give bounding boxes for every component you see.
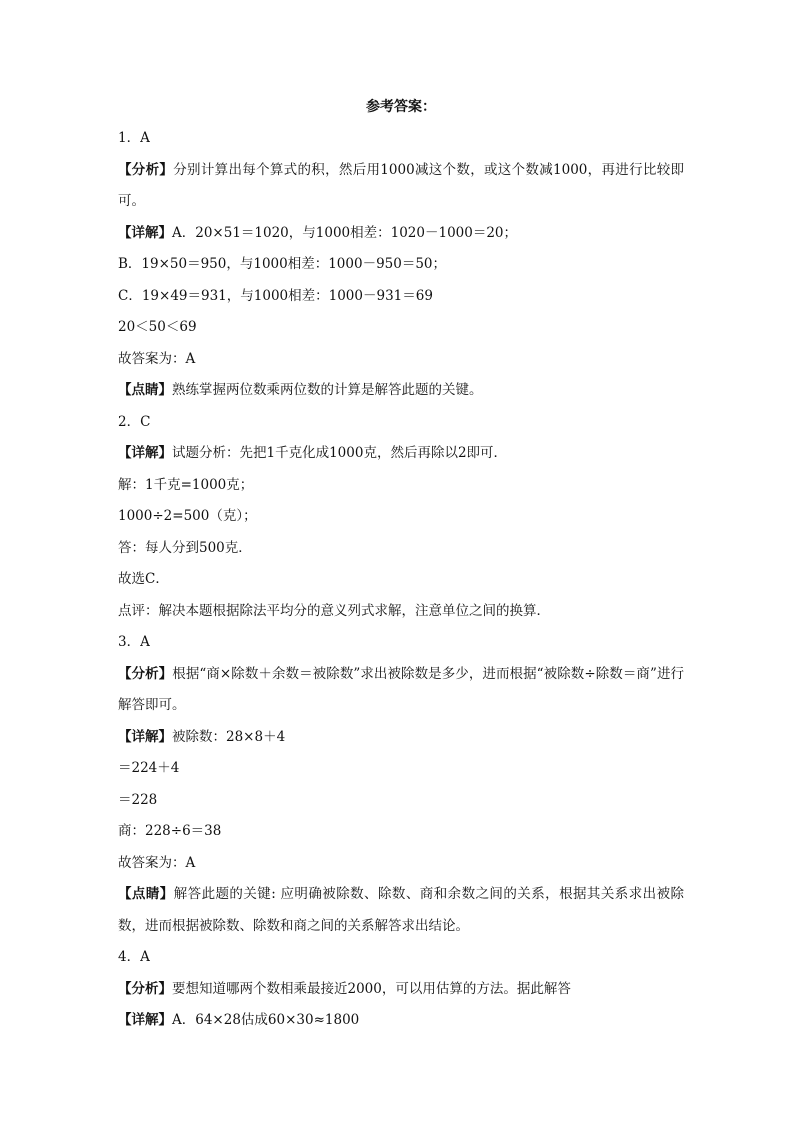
answer-2-answer: 答：每人分到500克． [118, 539, 252, 556]
detail-text: A．20×51＝1020，与1000相差：1020－1000＝20； [172, 224, 518, 241]
answer-2-comment: 点评：解决本题根据除法平均分的意义列式求解，注意单位之间的换算． [118, 602, 550, 619]
answer-3-heading: 3．A [118, 634, 150, 650]
answer-3-analysis [118, 659, 684, 722]
detail-text: 被除数：28×8＋4 [172, 728, 286, 745]
answer-2-solution: 解：1千克=1000克； [118, 476, 254, 493]
answer-4-analysis [118, 974, 684, 1006]
answer-3-quotient: 商：228÷6＝38 [118, 823, 222, 839]
analysis-tag: 【分析】 [118, 980, 172, 997]
answer-3-result: 故答案为：A [118, 854, 196, 871]
answer-1-analysis [118, 155, 684, 218]
answer-1-heading: 1．A [118, 130, 150, 146]
detail-tag: 【详解】 [118, 445, 172, 461]
answer-2-heading: 2．C [118, 413, 151, 430]
answer-2-detail [118, 438, 684, 470]
page-title: 参考答案： [366, 99, 436, 115]
answer-1-comparison: 20＜50＜69 [118, 319, 197, 335]
detail-tag: 【详解】 [118, 1012, 172, 1028]
answer-3-step-2: ＝228 [118, 791, 158, 808]
answer-3-key-point [118, 879, 684, 942]
answer-2-calculation: 1000÷2=500（克）； [118, 508, 257, 524]
answer-page [118, 92, 684, 1037]
answer-4-heading: 4．A [118, 949, 150, 965]
analysis-text: 要想知道哪两个数相乘最接近2000，可以用估算的方法。据此解答 [172, 980, 571, 997]
analysis-tag: 【分析】 [118, 161, 174, 178]
detail-tag: 【详解】 [118, 728, 172, 745]
key-point-tag: 【点睛】 [118, 886, 174, 902]
answer-1-key-point [118, 375, 684, 407]
key-point-tag: 【点睛】 [118, 382, 172, 398]
key-point-text: 解答此题的关键: 应明确被除数、除数、商和余数之间的关系，根据其关系求出被除数，进而根据被除数、除数和商之间的关系解答求出结论。 [118, 886, 684, 934]
answer-3-detail [118, 722, 684, 754]
detail-text: A．64×28估成60×30≈1800 [172, 1012, 360, 1028]
detail-tag: 【详解】 [118, 224, 172, 241]
key-point-text: 熟练掌握两位数乘两位数的计算是解答此题的关键。 [172, 382, 483, 398]
answer-3-step-1: ＝224＋4 [118, 760, 180, 776]
detail-text: 试题分析：先把1千克化成1000克，然后再除以2即可． [172, 445, 508, 461]
answer-1-detail-b: B．19×50＝950，与1000相差：1000－950＝50； [118, 256, 447, 272]
analysis-text: 分别计算出每个算式的积，然后用1000减这个数，或这个数减1000，再进行比较即可。 [118, 161, 685, 209]
answer-1-detail-c: C．19×49＝931，与1000相差：1000－931＝69 [118, 287, 433, 304]
answer-4-detail [118, 1005, 684, 1037]
answer-1-detail-a [118, 218, 684, 250]
analysis-tag: 【分析】 [118, 665, 173, 682]
answer-1-result: 故答案为：A [118, 350, 196, 367]
analysis-text: 根据“商×除数＋余数＝被除数”求出被除数是多少，进而根据“被除数÷除数＝商”进行解答即可。 [118, 665, 685, 713]
answer-2-result: 故选C． [118, 571, 169, 587]
